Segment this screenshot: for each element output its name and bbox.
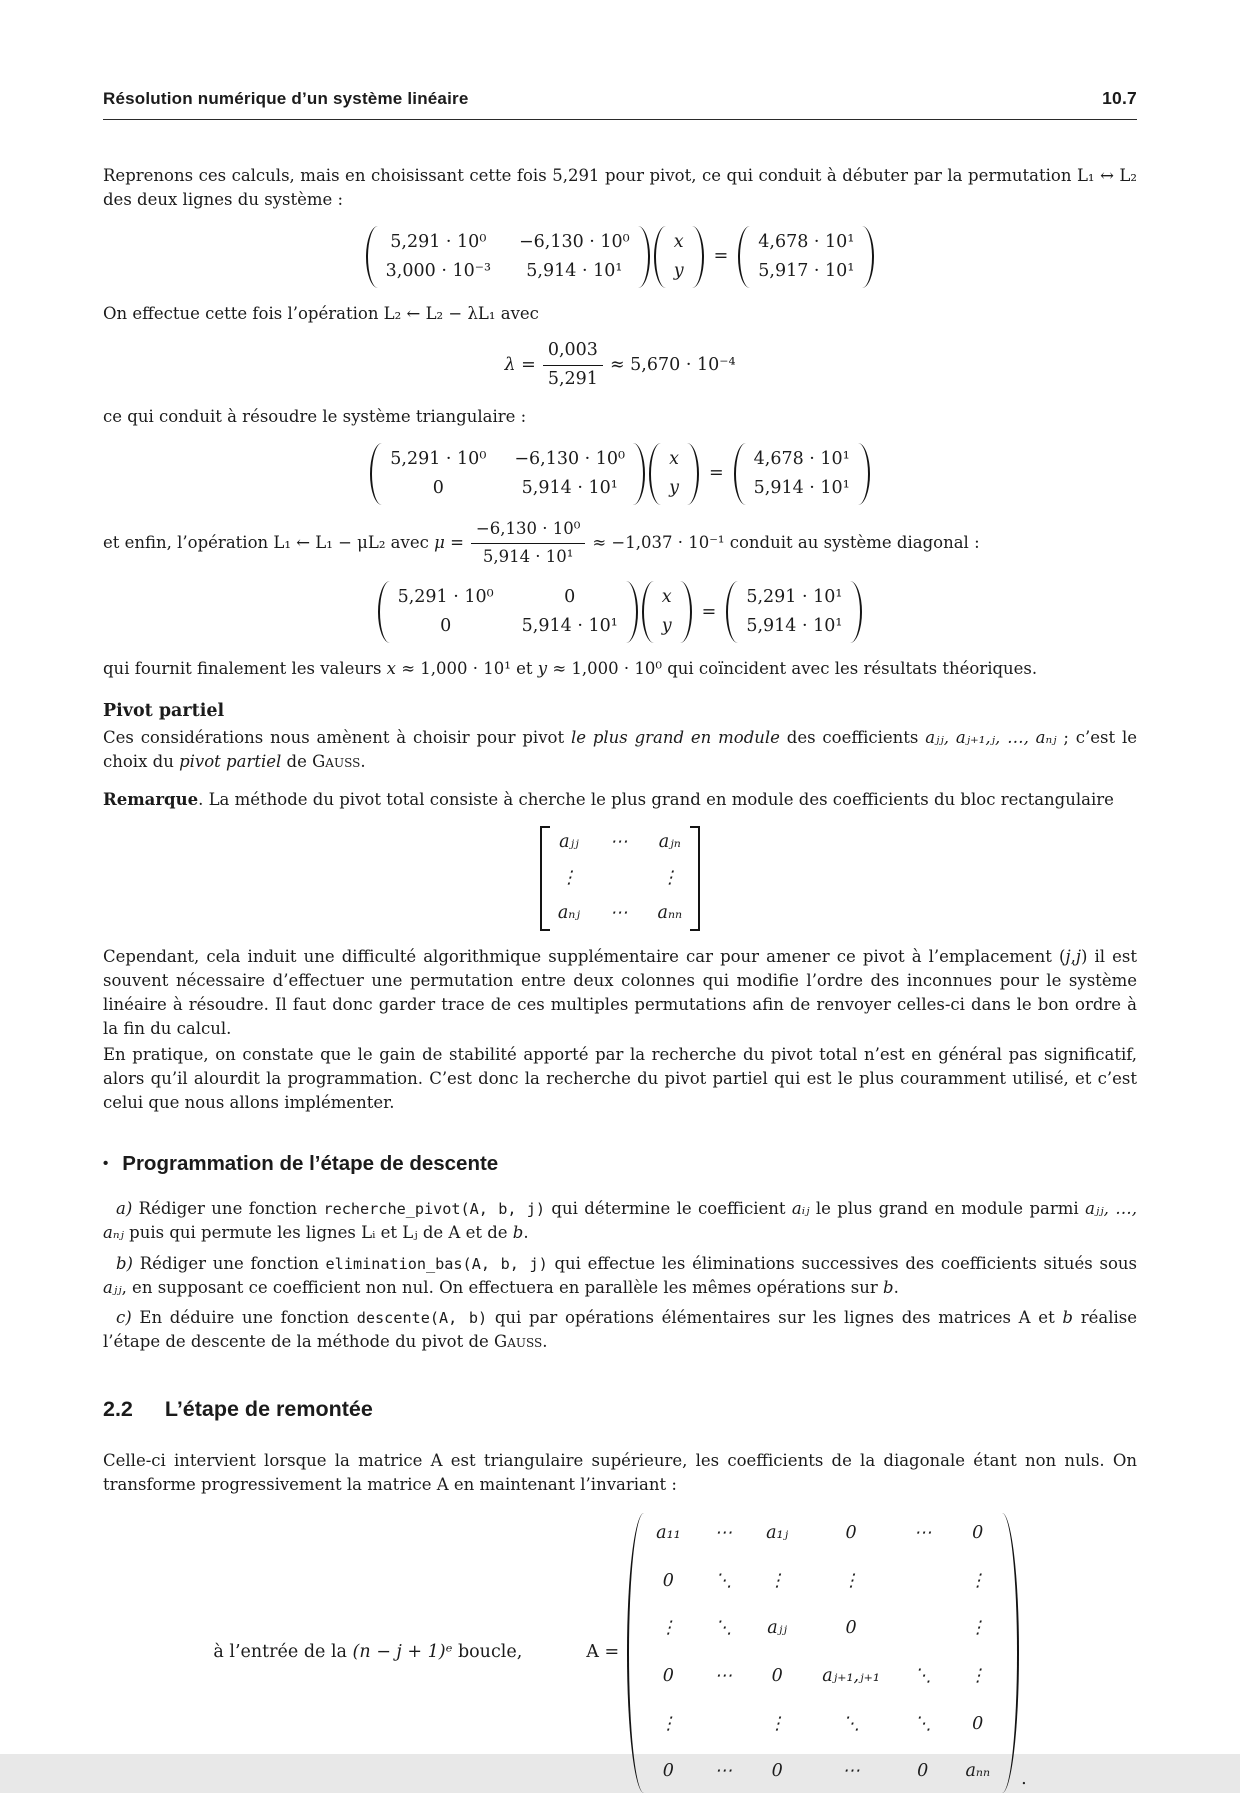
vector-group [654,226,704,288]
matrix-coefficients: 5,291 · 10⁰ −6,130 · 10⁰ 3,000 · 10⁻³ 5,914 · 10¹ [385,231,630,281]
vector-unknowns: x y [661,587,672,636]
left-paren [642,581,654,643]
paragraph-cependant: Cependant, cela induit une difficulté algorithmique supplémentaire car pour amener ce pivot à l’emplacement (j,j) il est souvent nécessaire d’effectuer une permutation entre deux colonnes qui modifie l’ordre des inconnues pour le système linéaire à résoudre. Il faut donc garder trace de ces multiples permutations afin de renvoyer celles-ci dans le bon ordre à la fin du calcul. [103,946,1137,1039]
fraction-denominator: 5,914 · 10¹ [482,546,574,566]
left-paren [738,226,750,288]
invariant-matrix-group [627,1513,1019,1792]
equation-triangular-system [103,443,1137,505]
header-page-number: 10.7 [1102,88,1137,108]
matrix-coefficients: 5,291 · 10⁰ 0 0 5,914 · 10¹ [397,587,618,636]
equation-permuted-system [103,226,1137,288]
matrix-coefficients: 5,291 · 10⁰ −6,130 · 10⁰ 0 5,914 · 10¹ [390,448,626,498]
bullet-icon: • [103,1155,109,1173]
left-paren [370,443,382,505]
rhs-group [738,226,874,288]
block-matrix: aⱼⱼ ⋯ aⱼₙ ⋮ ⋮ aₙⱼ ⋯ aₙₙ [557,832,683,924]
invariant-display [103,1513,1137,1792]
section-title: L’étape de remontée [164,1396,373,1421]
heading-section-2-2 [103,1394,1137,1425]
right-paren [638,226,650,288]
right-paren [862,226,874,288]
heading-pivot-partiel: Pivot partiel [103,701,225,722]
bracket-matrix-group [540,826,700,931]
equals-sign: = [708,463,724,484]
vector-group [642,581,692,643]
paragraph-operation-lambda: On effectue cette fois l’opération L₂ ← L₂ − λL₁ avec [103,304,539,324]
vector-rhs: 4,678 · 10¹ 5,914 · 10¹ [753,448,850,498]
vector-unknowns: x y [673,231,684,281]
equation-diagonal-system [103,581,1137,643]
right-paren [1002,1513,1019,1792]
left-paren [726,581,738,643]
heading-text: Programmation de l’étape de descente [122,1152,499,1176]
header-title: Résolution numérique d’un système linéaire [103,89,469,108]
pivot-total-block-matrix [103,826,1137,931]
right-bracket [690,826,700,931]
invariant-label: à l’entrée de la (n − j + 1)ᵉ boucle, [213,1642,523,1663]
left-paren [734,443,746,505]
paragraph-intro: Reprenons ces calculs, mais en choisissant cette fois 5,291 pour pivot, ce qui conduit à débuter par la permutation L₁ ↔ L₂ des deux lignes du système : [103,165,1137,209]
right-paren [858,443,870,505]
rhs-group [726,581,862,643]
heading-programmation-descente [103,1149,1137,1179]
paragraph-result: qui fournit finalement les valeurs x ≈ 1,000 · 10¹ et y ≈ 1,000 · 10⁰ qui coïncident avec les résultats théoriques. [103,659,1038,679]
left-paren [627,1513,644,1792]
vector-group [649,443,699,505]
right-paren [692,226,704,288]
running-header [103,86,1137,120]
equals-sign: = [701,601,717,622]
right-paren [680,581,692,643]
lambda-lhs: λ = [504,354,536,375]
item-a: a) Rédiger une fonction recherche_pivot(A, b, j) qui détermine le coefficient aᵢⱼ le plus grand en module parmi aⱼⱼ, …, aₙⱼ puis qui permute les lignes Lᵢ et Lⱼ de A et de b. [103,1199,1138,1243]
left-paren [366,226,378,288]
fraction-denominator: 5,291 [547,369,598,390]
equation-lambda [103,340,1137,391]
item-c: c) En déduire une fonction descente(A, b) qui par opérations élémentaires sur les lignes des matrices A et b réalise l’étape de descente de la méthode du pivot de Gauss. [103,1307,1137,1351]
right-paren [626,581,638,643]
left-bracket [540,826,550,931]
right-paren [687,443,699,505]
lambda-rhs: ≈ 5,670 · 10⁻⁴ [609,354,736,375]
matrix-group [370,443,645,505]
section-number: 2.2 [103,1396,133,1421]
trailing-period: . [1021,1769,1027,1790]
paragraph-en-pratique: En pratique, on constate que le gain de stabilité apporté par la recherche du pivot total n’est en général pas significatif, alors qu’il alourdit la programmation. C’est donc la recherche du pivot partiel qui est le plus couramment utilisé, et c’est celui que nous allons implémenter. [103,1045,1137,1113]
matrix-group [366,226,650,288]
mu-text-before: et enfin, l’opération L₁ ← L₁ − μL₂ avec μ = [103,533,464,553]
paragraph-remontee: Celle-ci intervient lorsque la matrice A est triangulaire supérieure, les coefficients de la diagonale étant non nuls. On transforme progressivement la matrice A en maintenant l’invariant : [103,1451,1137,1495]
right-paren [850,581,862,643]
left-paren [649,443,661,505]
item-b: b) Rédiger une fonction elimination_bas(A, b, j) qui effectue les éliminations successives des coefficients situés sous aⱼⱼ, en supposant ce coefficient non nul. On effectuera en parallèle les mêmes opérations sur b. [103,1253,1137,1297]
mu-fraction [471,519,585,567]
vector-unknowns: x y [669,448,679,498]
paragraph-remarque: Remarque. La méthode du pivot total consiste à cherche le plus grand en module des coefficients du bloc rectangulaire [103,790,1114,810]
right-paren [633,443,645,505]
paragraph-operation-mu [103,519,1137,567]
fraction-numerator: 0,003 [543,340,603,366]
lambda-fraction [543,340,603,391]
left-paren [654,226,666,288]
paragraph-pivot-partiel: Ces considérations nous amènent à choisir pour pivot le plus grand en module des coefficients aⱼⱼ, aⱼ₊₁,ⱼ, …, aₙⱼ ; c’est le choix du pivot partiel de Gauss. [103,728,1137,772]
matrix-group [378,581,638,643]
invariant-matrix: a₁₁ ⋯ a₁ⱼ 0 ⋯ 0 0 ⋱ ⋮ ⋮ ⋮ ⋮ ⋱ aⱼⱼ 0 ⋮ 0 ⋯ 0 aⱼ₊₁,ⱼ₊₁ ⋱ ⋮ ⋮ ⋮ ⋱ ⋱ 0 0 ⋯ 0 ⋯ 0 aₙₙ [656,1523,991,1782]
fraction-numerator: −6,130 · 10⁰ [471,519,585,544]
equals-sign: = [713,246,729,267]
mu-text-after: ≈ −1,037 · 10⁻¹ conduit au système diagonal : [592,533,980,553]
matrix-lhs: A = [586,1642,620,1663]
vector-rhs: 4,678 · 10¹ 5,917 · 10¹ [758,231,855,281]
paragraph-triangular: ce qui conduit à résoudre le système triangulaire : [103,406,527,426]
rhs-group [734,443,870,505]
vector-rhs: 5,291 · 10¹ 5,914 · 10¹ [746,587,843,636]
left-paren [378,581,390,643]
